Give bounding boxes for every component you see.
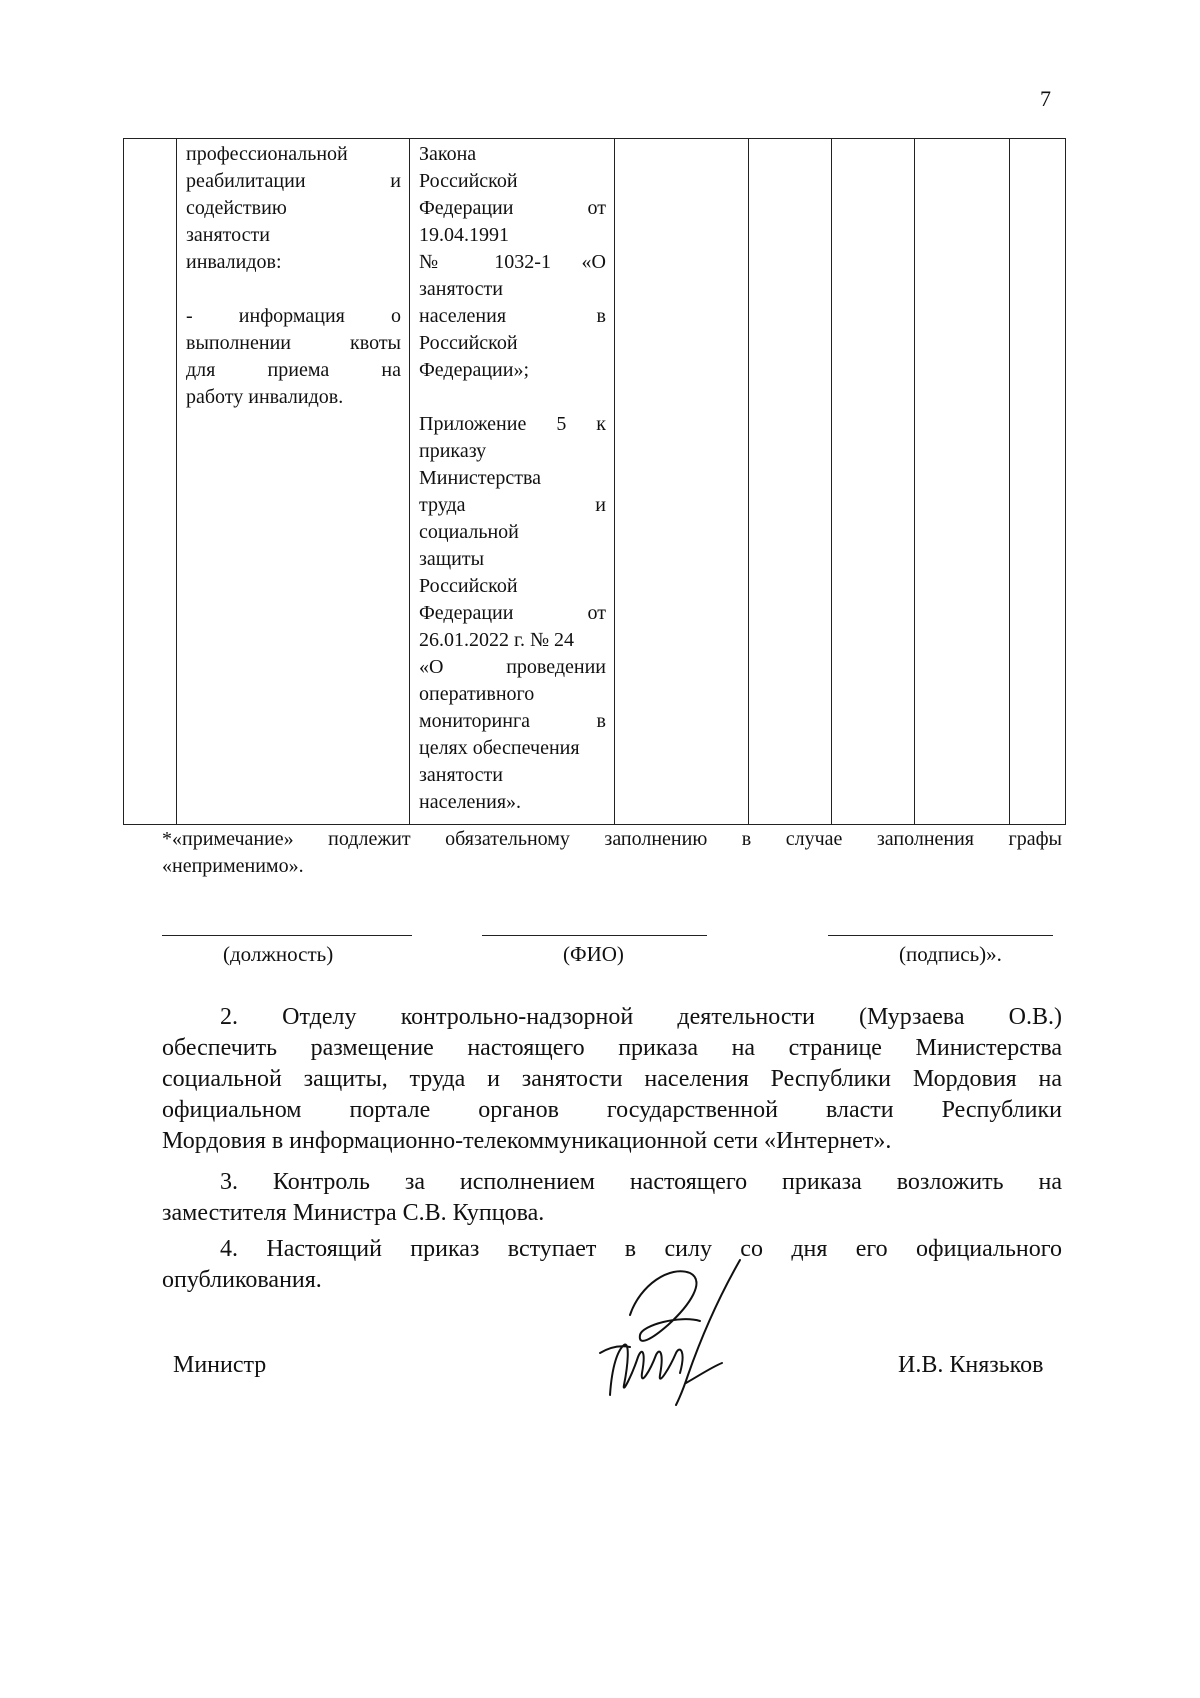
handwritten-signature-icon [590, 1255, 770, 1415]
paragraph-line: 3. Контроль за исполнением настоящего приказа возложить на [220, 1169, 1062, 1195]
cell-line: 19.04.1991 [419, 224, 509, 246]
name-signature-line [482, 935, 707, 936]
line-gap [186, 276, 401, 303]
cell-line: населения». [419, 791, 522, 813]
footnote [162, 826, 1062, 880]
cell-line: защиты [419, 548, 485, 570]
cell-line: мониторинга в [419, 710, 606, 732]
cell-line: 26.01.2022 г. № 24 [419, 629, 575, 651]
cell-line: Федерации»; [419, 359, 530, 381]
paragraph-line: 2. Отделу контрольно-надзорной деятельности (Мурзаева О.В.) [220, 1004, 1062, 1030]
cell-line: Приложение 5 к [419, 413, 606, 435]
page-number: 7 [1040, 86, 1051, 111]
table-cell-number [124, 139, 177, 825]
line-gap [419, 384, 606, 411]
footnote-line: *«примечание» подлежит обязательному заполнению в случае заполнения графы [162, 828, 1062, 850]
table-cell-empty [615, 139, 749, 825]
cell-line: занятости [186, 224, 270, 246]
paragraph-3 [162, 1167, 1062, 1229]
paragraph-line: Мордовия в информационно-телекоммуникационной сети «Интернет». [162, 1128, 892, 1154]
footnote-line: «неприменимо». [162, 855, 304, 877]
cell-line: населения в [419, 305, 606, 327]
name-caption: (ФИО) [563, 942, 624, 966]
table-cell-empty [832, 139, 915, 825]
position-signature-line [162, 935, 412, 936]
table-cell-empty [749, 139, 832, 825]
cell-line: Российской [419, 170, 518, 192]
cell-line: «О проведении [419, 656, 606, 678]
cell-line: для приема на [186, 359, 401, 381]
cell-line: работу инвалидов. [186, 386, 344, 408]
description-text [177, 139, 409, 411]
cell-line: приказу [419, 440, 487, 462]
cell-line: целях обеспечения [419, 737, 580, 759]
minister-name: И.В. Князьков [898, 1352, 1044, 1378]
minister-title: Министр [173, 1352, 267, 1378]
position-caption: (должность) [223, 942, 334, 966]
paragraph-line: 4. Настоящий приказ вступает в силу со дня его официального [220, 1236, 1062, 1262]
paragraph-line: социальной защиты, труда и занятости населения Республики Мордовия на [162, 1066, 1062, 1092]
cell-line: оперативного [419, 683, 535, 705]
requirements-table [123, 138, 1066, 825]
signature-caption: (подпись)». [899, 942, 1002, 966]
paragraph-line: официальном портале органов государственной власти Республики [162, 1097, 1062, 1123]
cell-line: Российской [419, 332, 518, 354]
paragraph-line: опубликования. [162, 1267, 322, 1293]
cell-line: Министерства [419, 467, 542, 489]
cell-line: № 1032-1 «О [419, 251, 606, 273]
cell-line: - информация о [186, 305, 401, 327]
cell-line: Федерации от [419, 197, 606, 219]
paragraph-line: обеспечить размещение настоящего приказа на странице Министерства [162, 1035, 1062, 1061]
table-cell-empty [915, 139, 1010, 825]
cell-line: занятости [419, 764, 503, 786]
sign-signature-line [828, 935, 1053, 936]
cell-line: содействию [186, 197, 287, 219]
cell-line: Закона [419, 143, 477, 165]
cell-line: реабилитации и [186, 170, 401, 192]
table-cell-legal-basis [410, 139, 615, 825]
legal-basis-text [410, 139, 614, 816]
paragraph-2 [162, 1002, 1062, 1157]
cell-line: Федерации от [419, 602, 606, 624]
table-cell-empty [1010, 139, 1066, 825]
table-cell-description [177, 139, 410, 825]
cell-line: занятости [419, 278, 503, 300]
cell-line: выполнении квоты [186, 332, 401, 354]
cell-line: труда и [419, 494, 606, 516]
paragraph-line: заместителя Министра С.В. Купцова. [162, 1200, 545, 1226]
cell-line: профессиональной [186, 143, 348, 165]
cell-line: инвалидов: [186, 251, 282, 273]
cell-line: социальной [419, 521, 519, 543]
cell-line: Российской [419, 575, 518, 597]
table-row [124, 139, 1066, 825]
